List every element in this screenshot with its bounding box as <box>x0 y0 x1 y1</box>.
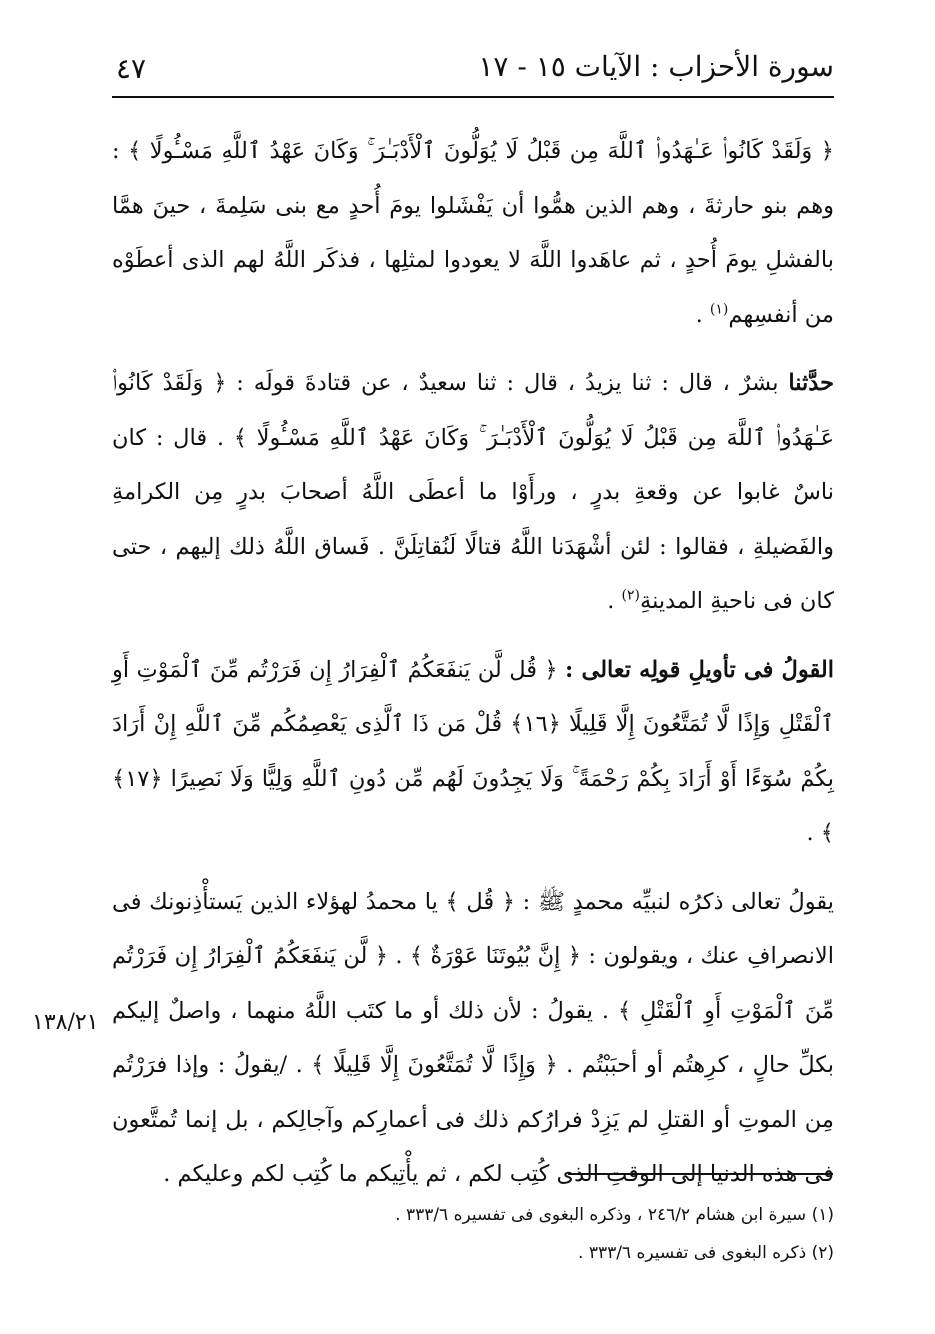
paragraph-lead: حدَّثنا <box>788 370 834 396</box>
paragraph-verses-16-17 <box>112 643 834 861</box>
paragraph-body: يقولُ تعالى ذكرُه لنبيِّه محمدٍ ﷺ : ﴿ قُل ﴾ يا محمدُ لهؤلاء الذين يَستأْذِنونك فى الانصرافِ عنك ، ويقولون : ﴿ إِنَّ بُيُوتَنَا عَوْرَةٌ ﴾ . ﴿ لَّن يَنفَعَكُمُ ٱلْفِرَارُ إِن فَرَرْتُم مِّنَ ٱلْمَوْتِ أَوِ ٱلْقَتْلِ ﴾ . يقولُ : لأن ذلك أو ما كتَب اللَّهُ منهما ، واصلٌ إليكم بكلِّ حالٍ ، كرِهتُم أو أحبَبْتُم . ﴿ وَإِذًا لَّا تُمَتَّعُونَ إِلَّا قَلِيلًا ﴾ . /يقولُ : وإذا فرَرْتُم مِن الموتِ أو القتلِ لم يَزِدْ فرارُكم ذلك فى أعمارِكم وآجالِكم ، بل إنما تُمتَّعون فى هذه الدنيا إلى الوقتِ الذى كُتِب لكم ، ثم يأْتِيكم ما كُتِب لكم وعليكم . <box>112 888 834 1187</box>
footnotes <box>200 1196 834 1272</box>
paragraph-end: . <box>607 588 622 614</box>
header-rule <box>112 96 834 98</box>
paragraph-verse-16-explanation <box>112 875 834 1202</box>
paragraph-body: بشرٌ ، قال : ثنا يزيدُ ، قال : ثنا سعيدٌ ، عن قتادةَ قولَه : ﴿ وَلَقَدْ كَانُوا۟ عَـٰهَدُوا۟ ٱللَّهَ مِن قَبْلُ لَا يُوَلُّونَ ٱلْأَدْبَـٰرَ ۚ وَكَانَ عَهْدُ ٱللَّهِ مَسْـُٔولًا ﴾ . قال : كان ناسٌ غابوا عن وقعةِ بدرٍ ، ورأَوْا ما أعطَى اللَّهُ أصحابَ بدرٍ مِن الكرامةِ والفَضيلةِ ، فقالوا : لئن أشْهَدَنا اللَّهُ قتالًا لَنُقاتِلَنَّ . فَساق اللَّهُ ذلك إليهم ، حتى كان فى ناحيةِ المدينةِ <box>112 370 834 614</box>
paragraph-qatada-report <box>112 356 834 629</box>
footnote-ref-1: (١) <box>709 301 729 317</box>
footnote-2: (٢) ذكره البغوى فى تفسيره ٣٣٣/٦ . <box>578 1243 834 1263</box>
margin-reference: ١٣٨/٢١ <box>32 1010 99 1035</box>
page-number: ٤٧ <box>116 52 147 85</box>
paragraph-lead: القولُ فى تأويلِ قولِه تعالى : <box>565 656 834 683</box>
footnote-rule <box>568 1173 833 1175</box>
paragraph-verse-15-commentary <box>112 124 834 342</box>
footnote-ref-2: (٢) <box>621 587 641 604</box>
footnote-1: (١) سيرة ابن هشام ٢٤٦/٢ ، وذكره البغوى فى تفسيره ٣٣٣/٦ . <box>395 1205 834 1225</box>
running-header-title: سورة الأحزاب : الآيات ١٥ - ١٧ <box>478 50 834 83</box>
main-text <box>112 124 834 1202</box>
running-header <box>112 42 834 94</box>
paragraph-body: ﴿ قُل لَّن يَنفَعَكُمُ ٱلْفِرَارُ إِن فَرَرْتُم مِّنَ ٱلْمَوْتِ أَوِ ٱلْقَتْلِ وَإِذًا لَّا تُمَتَّعُونَ إِلَّا قَلِيلًا ﴿١٦﴾ قُلْ مَن ذَا ٱلَّذِى يَعْصِمُكُم مِّنَ ٱللَّهِ إِنْ أَرَادَ بِكُمْ سُوٓءًا أَوْ أَرَادَ بِكُمْ رَحْمَةً ۚ وَلَا يَجِدُونَ لَهُم مِّن دُونِ ٱللَّهِ وَلِيًّا وَلَا نَصِيرًا ﴿١٧﴾ ﴾ . <box>112 656 835 846</box>
paragraph-end: . <box>695 301 710 328</box>
paragraph-body: ﴿ وَلَقَدْ كَانُوا۟ عَـٰهَدُوا۟ ٱللَّهَ مِن قَبْلُ لَا يُوَلُّونَ ٱلْأَدْبَـٰرَ ۚ وَكَانَ عَهْدُ ٱللَّهِ مَسْـُٔولًا ﴾ : وهم بنو حارثةَ ، وهم الذين همُّوا أن يَفْشَلوا يومَ أُحدٍ مع بنى سَلِمةَ ، حينَ همَّا بالفشلِ يومَ أُحدٍ ، ثم عاهَدوا اللَّهَ لا يعودوا لمثلِها ، فذكَر اللَّهُ لهم الذى أعطَوْه من أنفسِهم <box>112 138 834 328</box>
